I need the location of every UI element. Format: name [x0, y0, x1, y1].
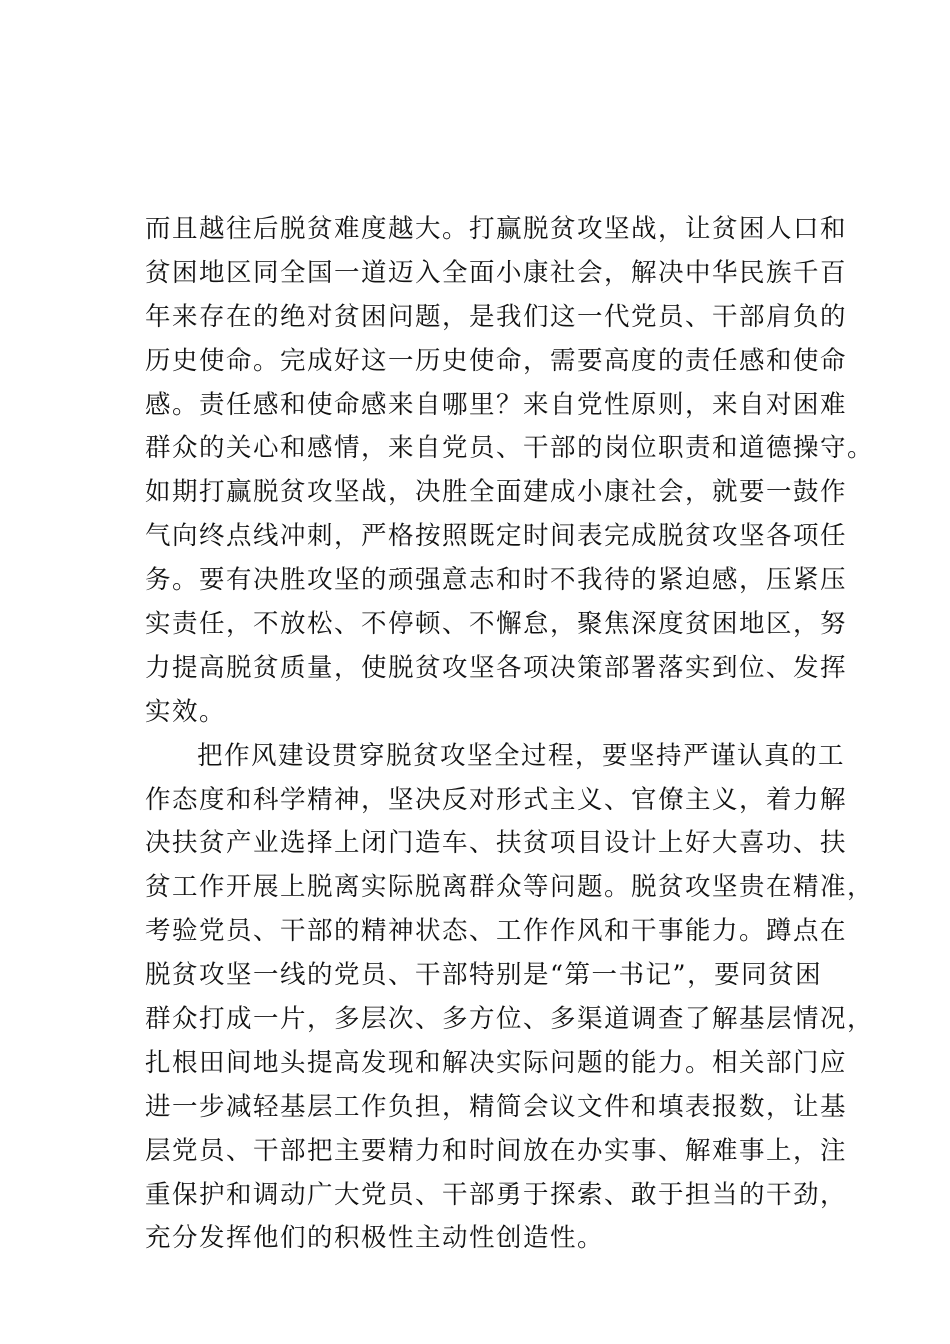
text-line: 考验党员、干部的精神状态、工作作风和干事能力。蹲点在 — [145, 916, 848, 947]
paragraph-2 — [145, 735, 875, 1262]
text-line: 而且越往后脱贫难度越大。打赢脱贫攻坚战，让贫困人口和 — [145, 214, 848, 244]
text-line: 脱贫攻坚一线的党员、干部特别是“第一书记”，要同贫困 — [145, 960, 823, 991]
text-line: 扎根田间地头提高发现和解决实际问题的能力。相关部门应 — [145, 1047, 848, 1078]
text-line: 感。责任感和使命感来自哪里？来自党性原则，来自对困难 — [145, 389, 848, 420]
text-line: 层党员、干部把主要精力和时间放在办实事、解难事上，注 — [145, 1135, 848, 1166]
text-line: 务。要有决胜攻坚的顽强意志和时不我待的紧迫感，压紧压 — [145, 565, 848, 596]
text-line: 贫困地区同全国一道迈入全面小康社会，解决中华民族千百 — [145, 257, 848, 288]
text-line: 历史使命。完成好这一历史使命，需要高度的责任感和使命 — [145, 345, 848, 376]
text-line: 如期打赢脱贫攻坚战，决胜全面建成小康社会，就要一鼓作 — [145, 477, 848, 508]
text-line: 进一步减轻基层工作负担，精简会议文件和填表报数，让基 — [145, 1091, 848, 1122]
text-line: 年来存在的绝对贫困问题，是我们这一代党员、干部肩负的 — [145, 301, 848, 332]
text-line: 决扶贫产业选择上闭门造车、扶贫项目设计上好大喜功、扶 — [145, 828, 848, 859]
text-line: 充分发挥他们的积极性主动性创造性。 — [145, 1223, 605, 1254]
paragraph-1 — [145, 208, 875, 735]
text-line: 力提高脱贫质量，使脱贫攻坚各项决策部署落实到位、发挥 — [145, 652, 848, 683]
text-line: 实责任，不放松、不停顿、不懈怠，聚焦深度贫困地区，努 — [145, 609, 848, 640]
text-line: 把作风建设贯穿脱贫攻坚全过程，要坚持严谨认真的工 — [197, 740, 846, 771]
text-line: 群众打成一片，多层次、多方位、多渠道调查了解基层情况， — [145, 1004, 875, 1035]
document-body — [145, 208, 875, 1261]
text-line: 群众的关心和感情，来自党员、干部的岗位职责和道德操守。 — [145, 433, 875, 464]
text-line: 实效。 — [145, 696, 227, 727]
text-line: 重保护和调动广大党员、干部勇于探索、敢于担当的干劲， — [145, 1179, 848, 1210]
text-line: 作态度和科学精神，坚决反对形式主义、官僚主义，着力解 — [145, 784, 848, 815]
text-line: 贫工作开展上脱离实际脱离群众等问题。脱贫攻坚贵在精准， — [145, 872, 875, 903]
text-line: 气向终点线冲刺，严格按照既定时间表完成脱贫攻坚各项任 — [145, 521, 848, 552]
